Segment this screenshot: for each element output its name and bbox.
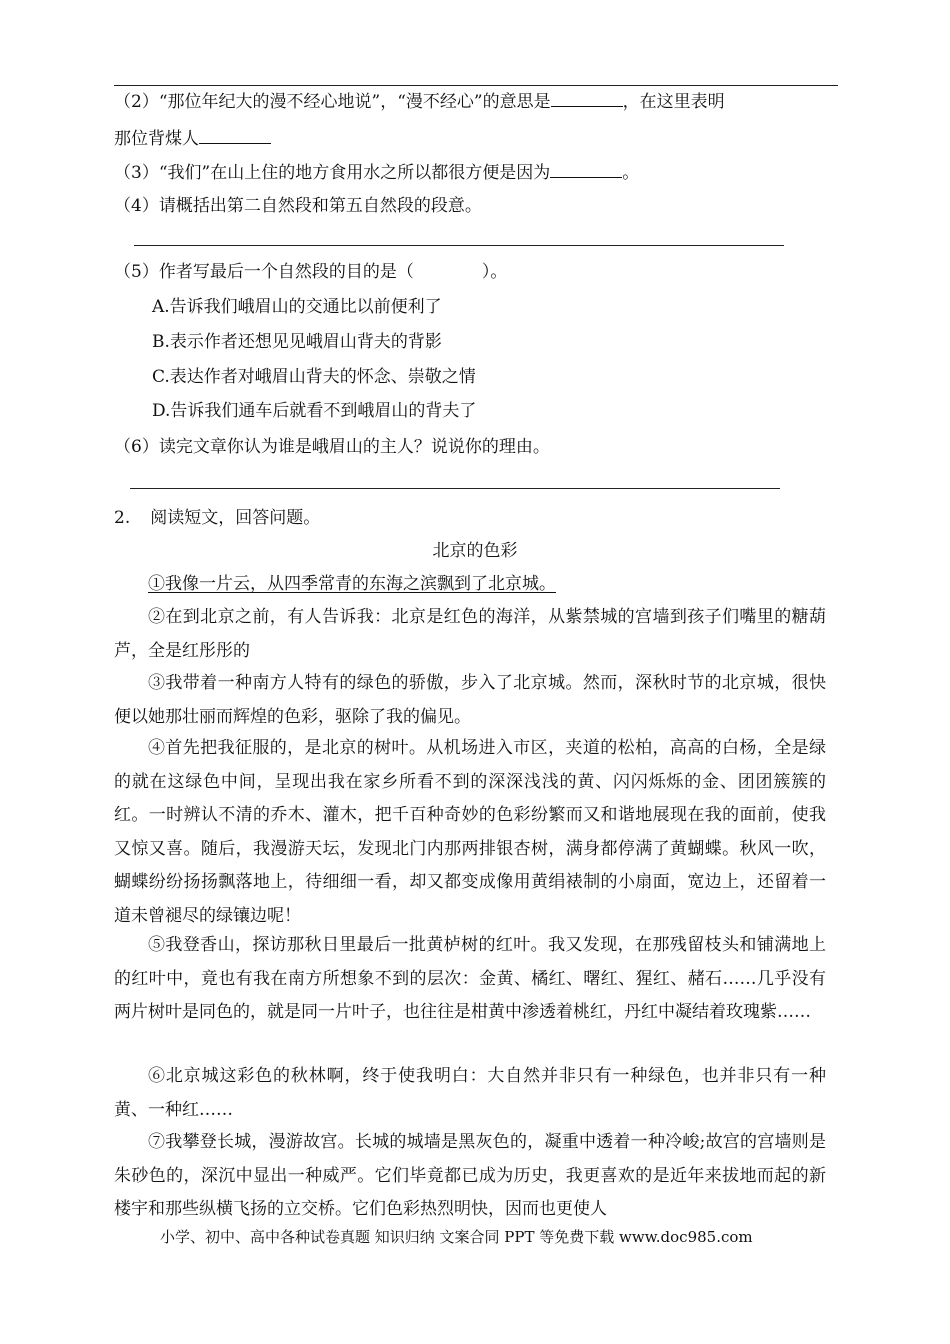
- question-5: （5）作者写最后一个自然段的目的是（ ）。: [114, 262, 508, 282]
- article-paragraph-5: ⑤我登香山，探访那秋日里最后一批黄栌树的红叶。我又发现，在那残留枝头和铺满地上的红叶中，竟也有我在南方所想象不到的层次：金黄、橘红、曙红、猩红、赭石……几乎没有两片树叶是同色的，就是同一片叶子，也往往是柑黄中渗透着桃红，丹红中凝结着玫瑰紫……: [114, 935, 826, 1022]
- question-4: （4）请概括出第二自然段和第五自然段的段意。: [114, 196, 482, 216]
- top-divider: [114, 85, 838, 86]
- question-3-text-b: 。: [622, 163, 640, 183]
- answer-blank[interactable]: [551, 90, 623, 107]
- question-3-text-a: （3）“我们”在山上住的地方食用水之所以都很方便是因为: [114, 163, 551, 183]
- question-2-line-1: [114, 90, 725, 112]
- section-2-instruction: 阅读短文，回答问题。: [150, 508, 321, 528]
- article-paragraph-6: ⑥北京城这彩色的秋林啊，终于使我明白：大自然并非只有一种绿色，也并非只有一种黄、一种红……: [114, 1066, 826, 1120]
- question-4-answer-line[interactable]: [134, 245, 784, 246]
- question-2-text-a: （2）“那位年纪大的漫不经心地说”，“漫不经心”的意思是: [114, 92, 551, 112]
- question-6-answer-line[interactable]: [130, 488, 780, 489]
- question-2-text-b: ，在这里表明: [622, 92, 725, 112]
- option-a: A.告诉我们峨眉山的交通比以前便利了: [152, 297, 442, 317]
- section-2-header: [114, 508, 320, 528]
- question-2-line-2: [114, 127, 271, 149]
- question-2-text-c: 那位背煤人: [114, 129, 199, 149]
- article-title: 北京的色彩: [432, 541, 518, 561]
- option-d: D.告诉我们通车后就看不到峨眉山的背夫了: [152, 401, 477, 421]
- article-paragraph-4: ④首先把我征服的，是北京的树叶。从机场进入市区，夹道的松柏，高高的白杨，全是绿的就在这绿色中间，呈现出我在家乡所看不到的深深浅浅的黄、闪闪烁烁的金、团团簇簇的红。一时辨认不清的乔木、灌木，把千百种奇妙的色彩纷繁而又和谐地展现在我的面前，使我又惊又喜。随后，我漫游天坛，发现北门内那两排银杏树，满身都停满了黄蝴蝶。秋风一吹，蝴蝶纷纷扬扬飘落地上，待细细一看，却又都变成像用黄绢裱制的小扇面，宽边上，还留着一道未曾褪尽的绿镶边呢！: [114, 738, 826, 926]
- underlined-sentence: ①我像一片云，从四季常青的东海之滨飘到了北京城。: [148, 574, 556, 594]
- answer-blank[interactable]: [199, 127, 271, 144]
- option-b: B.表示作者还想见见峨眉山背夫的背影: [152, 332, 442, 352]
- article-paragraph-1: [114, 568, 826, 602]
- article-paragraph-7: ⑦我攀登长城，漫游故宫。长城的城墙是黑灰色的，凝重中透着一种冷峻;故宫的宫墙则是朱砂色的，深沉中显出一种威严。它们毕竟都已成为历史，我更喜欢的是近年来拔地而起的新楼宇和那些纵横飞扬的立交桥。它们色彩热烈明快，因而也更使人: [114, 1132, 826, 1219]
- answer-blank[interactable]: [550, 161, 622, 178]
- question-6: （6）读完文章你认为谁是峨眉山的主人？说说你的理由。: [114, 437, 550, 457]
- article-paragraph-2: ②在到北京之前，有人告诉我：北京是红色的海洋，从紫禁城的宫墙到孩子们嘴里的糖葫芦，全是红彤彤的: [114, 607, 826, 661]
- option-c: C.表达作者对峨眉山背夫的怀念、崇敬之情: [152, 367, 476, 387]
- section-2-number: 2.: [114, 508, 131, 528]
- page-footer: 小学、初中、高中各种试卷真题 知识归纳 文案合同 PPT 等免费下载 www.doc985.com: [160, 1228, 753, 1246]
- article-paragraph-3: ③我带着一种南方人特有的绿色的骄傲，步入了北京城。然而，深秋时节的北京城，很快便以她那壮丽而辉煌的色彩，驱除了我的偏见。: [114, 673, 826, 727]
- question-3: [114, 161, 639, 183]
